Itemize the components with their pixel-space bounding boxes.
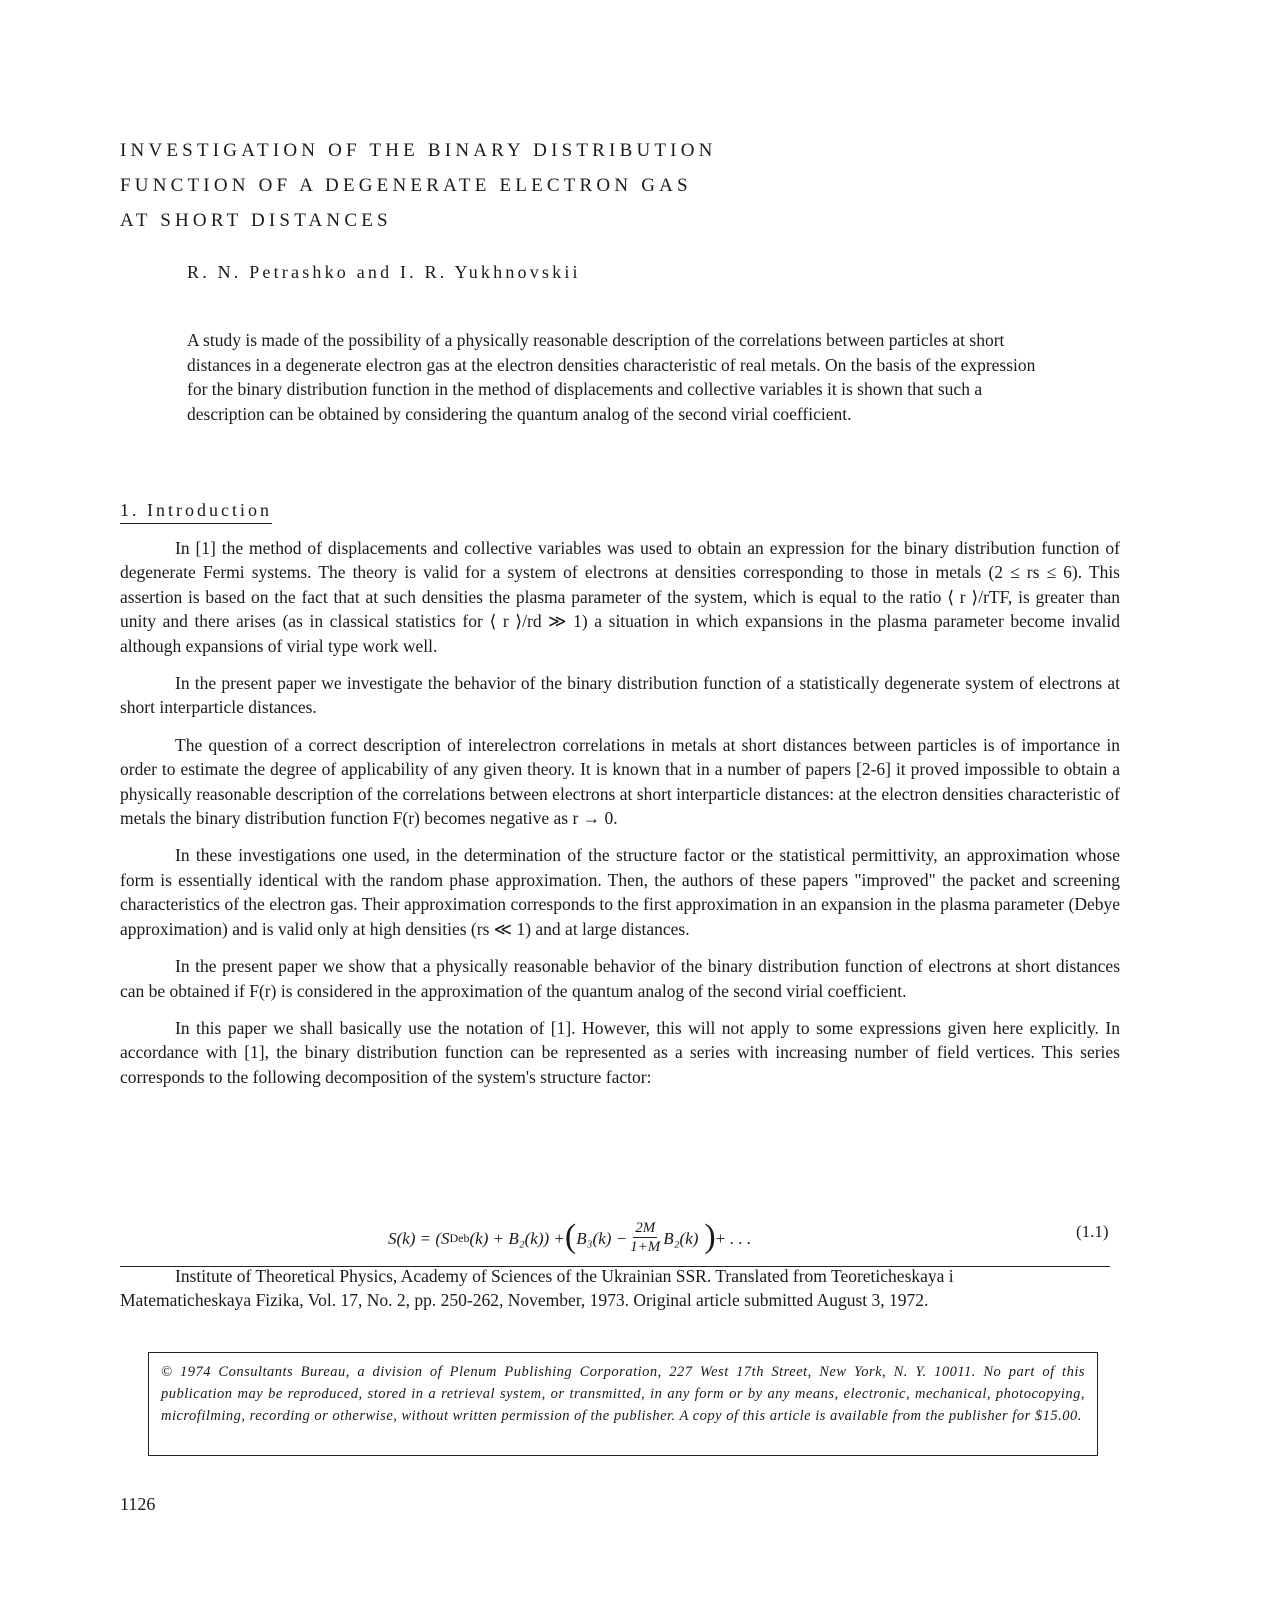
eq-part1: (k) + B₂(k)) + [469,1228,565,1248]
eq-fraction-numerator: 2M [635,1220,656,1236]
page-number: 1126 [120,1494,156,1514]
eq-deb-subscript: Deb [449,1231,470,1245]
body-text [120,536,1120,1089]
eq-fraction-denominator: 1+M [630,1239,661,1255]
paragraph-5: In the present paper we show that a physically reasonable behavior of the binary distribution function of electrons at short distances can be obtained if F(r) is considered in the approximation of the quantum analog of the second virial coefficient. [120,956,1120,1001]
eq-lhs: S(k) = (S [388,1228,450,1248]
copyright-notice: © 1974 Consultants Bureau, a division of Plenum Publishing Corporation, 227 West 17th Street, New York, N. Y. 10011. No part of this publication may be reproduced, stored in a retrieval system, or transmitted, in any form or by any means, electronic, mechanical, photocopying, microfilming, recording or otherwise, without written permission of the publisher. A copy of this article is available from the publisher for $15.00. [161,1364,1085,1424]
paragraph-2: In the present paper we investigate the behavior of the binary distribution function of a statistically degenerate system of electrons at short interparticle distances. [120,673,1120,718]
eq-close-paren: ) [704,1217,716,1255]
abstract: A study is made of the possibility of a physically reasonable description of the correlations between particles at short distances in a degenerate electron gas at the electron densities characteristic of real metals. On the basis of the expression for the binary distribution function in the method of displacements and collective variables it is shown that such a description can be obtained by considering the quantum analog of the second virial coefficient. [187,330,1036,424]
paragraph-6: In this paper we shall basically use the notation of [1]. However, this will not apply to some expressions given here explicitly. In accordance with [1], the binary distribution function can be represented as a series with increasing number of field vertices. This series corresponds to the following decomposition of the system's structure factor: [120,1017,1120,1087]
eq-tail: + . . . [715,1228,751,1248]
eq-open-paren: ( [564,1217,577,1255]
footnote-affiliation: Institute of Theoretical Physics, Academy of Sciences of the Ukrainian SSR. Translated from Teoreticheskaya i Matematicheskaya Fizika, Vol. 17, No. 2, pp. 250-262, November, 1973. Original article submitted August 3, 1972. [120,1266,954,1311]
equation-body [388,1217,751,1257]
copyright-box [148,1352,1098,1456]
authors: R. N. Petrashko and I. R. Yukhnovskii [187,262,581,282]
title-line-2: FUNCTION OF A DEGENERATE ELECTRON GAS [120,175,692,196]
section-heading-introduction: 1. Introduction [120,500,272,524]
title-line-1: INVESTIGATION OF THE BINARY DISTRIBUTION [120,140,717,161]
equation-number: (1.1) [1076,1222,1109,1241]
title-line-3: AT SHORT DISTANCES [120,210,392,231]
eq-part2: B₃(k) − [576,1228,628,1248]
paragraph-4: In these investigations one used, in the determination of the structure factor or the statistical permittivity, an approximation whose form is essentially identical with the random phase approximation. Then, the authors of these papers "improved" the packet and screening characteristics of the electron gas. Their approximation corresponds to the first approximation in an expansion in the plasma parameter (Debye approximation) and is valid only at high densities (rs ≪ 1) and at large distances. [120,845,1120,939]
eq-part3: B₂(k) [663,1228,699,1248]
paragraph-1: In [1] the method of displacements and collective variables was used to obtain an expression for the binary distribution function of degenerate Fermi systems. The theory is valid for a system of electrons at densities corresponding to those in metals (2 ≤ rs ≤ 6). This assertion is based on the fact that at such densities the plasma parameter of the system, which is equal to the ratio ⟨ r ⟩/rTF, is greater than unity and there arises (as in classical statistics for ⟨ r ⟩/rd ≫ 1) a situation in which expansions in the plasma parameter become invalid although expansions of virial type work well. [120,538,1120,656]
eq-fraction [630,1219,660,1256]
paragraph-3: The question of a correct description of interelectron correlations in metals at short distances between particles is of importance in order to estimate the degree of applicability of any given theory. It is known that in a number of papers [2-6] it proved impossible to obtain a physically reasonable description of the correlations between electrons at short interparticle distances: at the electron densities characteristic of metals the binary distribution function F(r) becomes negative as r → 0. [120,734,1120,829]
equation-1-1 [0,1208,1261,1264]
